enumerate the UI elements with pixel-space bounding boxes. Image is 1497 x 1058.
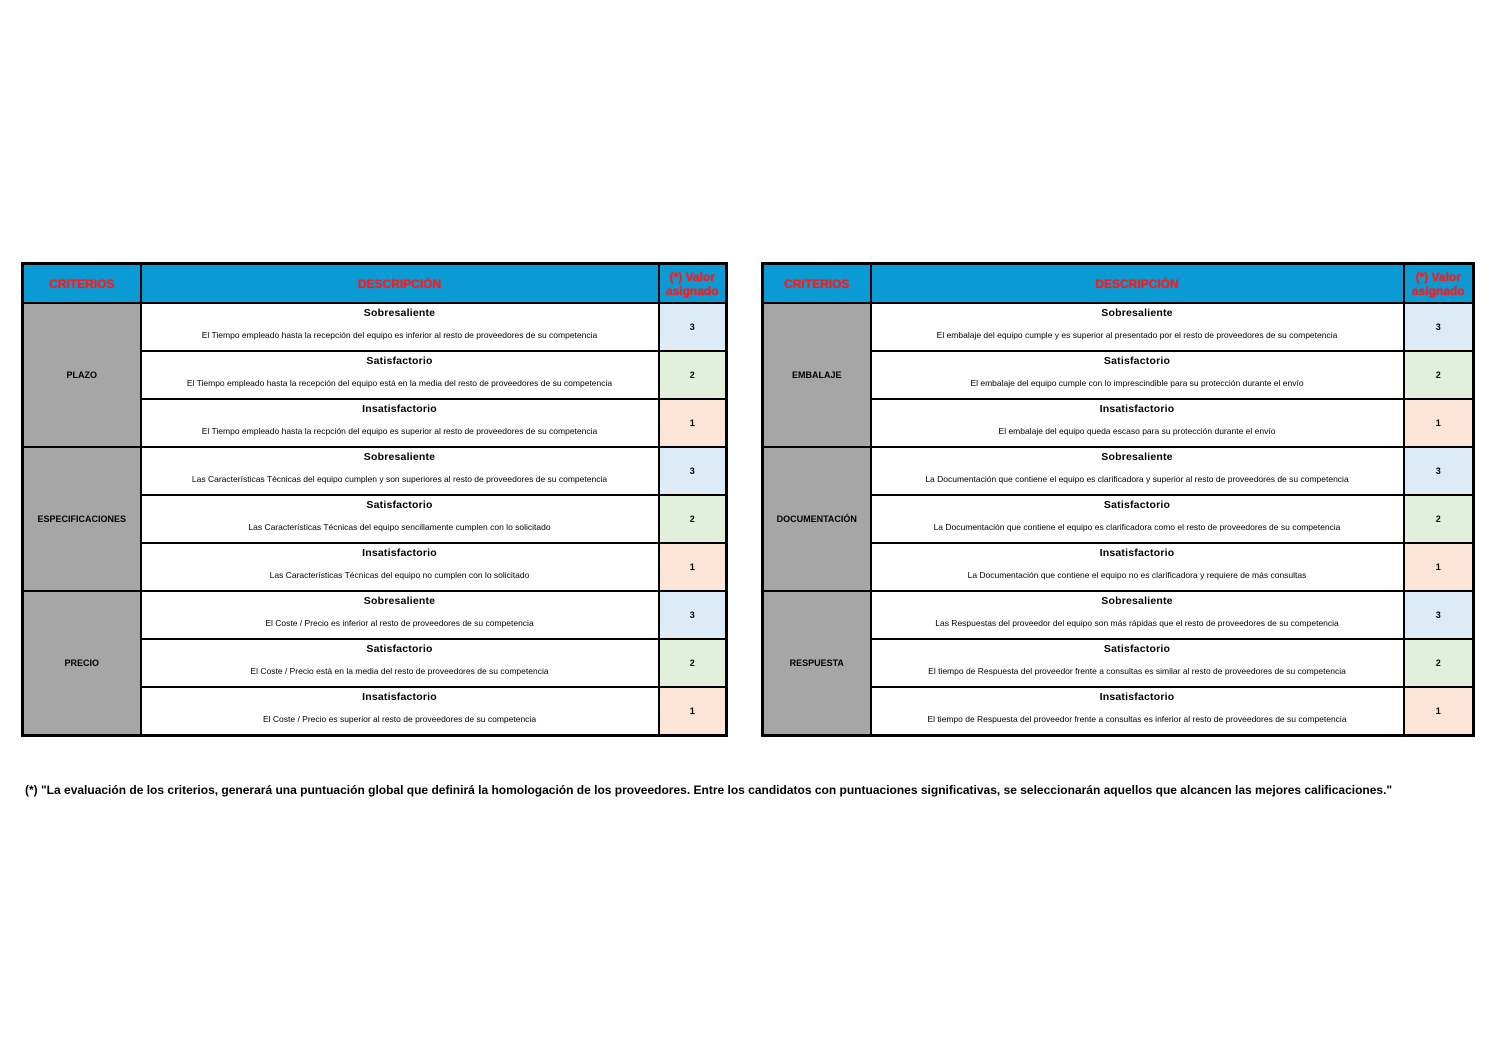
- description-cell: [871, 351, 1404, 399]
- level-label: Insatisfactorio: [1099, 403, 1175, 415]
- table-row: [23, 303, 727, 351]
- level-label: Satisfactorio: [366, 643, 433, 655]
- value-cell: 3: [659, 447, 727, 495]
- description-cell: [871, 303, 1404, 351]
- value-cell: 1: [659, 543, 727, 591]
- level-label: Sobresaliente: [363, 307, 436, 319]
- level-label: Insatisfactorio: [362, 403, 437, 415]
- description-text: Las Características Técnicas del equipo sencillamente cumplen con lo solicitado: [248, 522, 551, 532]
- criterio-cell: RESPUESTA: [763, 591, 871, 736]
- level-label: Insatisfactorio: [1099, 547, 1175, 559]
- level-label: Insatisfactorio: [362, 547, 437, 559]
- value-cell: 1: [1404, 543, 1474, 591]
- table-row: [23, 591, 727, 639]
- criteria-table-right: [761, 262, 1475, 737]
- header-descripcion: DESCRIPCIÓN: [871, 264, 1404, 304]
- table-row: [763, 303, 1474, 351]
- value-cell: 2: [1404, 639, 1474, 687]
- level-label: Sobresaliente: [363, 595, 436, 607]
- description-text: El embalaje del equipo queda escaso para su protección durante el envío: [998, 426, 1276, 436]
- criteria-table-left: [21, 262, 728, 737]
- description-text: El Tiempo empleado hasta la recepción del equipo es inferior al resto de proveedores de su competencia: [201, 330, 598, 340]
- description-cell: [871, 495, 1404, 543]
- table-row: [763, 447, 1474, 495]
- value-cell: 3: [659, 591, 727, 639]
- description-cell: [141, 447, 659, 495]
- description-cell: [141, 543, 659, 591]
- table-header-row: [763, 264, 1474, 304]
- value-cell: 3: [1404, 591, 1474, 639]
- level-label: Sobresaliente: [1101, 595, 1173, 607]
- level-label: Satisfactorio: [366, 355, 433, 367]
- criterio-cell: DOCUMENTACIÓN: [763, 447, 871, 591]
- table-header-row: [23, 264, 727, 304]
- description-text: La Documentación que contiene el equipo no es clarificadora y requiere de más consultas: [967, 570, 1307, 580]
- description-cell: [141, 351, 659, 399]
- header-descripcion: DESCRIPCIÓN: [141, 264, 659, 304]
- description-text: El embalaje del equipo cumple con lo imprescindible para su protección durante el envío: [970, 378, 1304, 388]
- description-text: El Coste / Precio es superior al resto de proveedores de su competencia: [262, 714, 537, 724]
- level-label: Sobresaliente: [1101, 451, 1173, 463]
- table-row: [763, 591, 1474, 639]
- header-valor: (*) Valor asignado: [659, 264, 727, 304]
- description-cell: [141, 495, 659, 543]
- value-cell: 2: [659, 351, 727, 399]
- value-cell: 2: [1404, 495, 1474, 543]
- value-cell: 1: [659, 687, 727, 736]
- description-text: El Tiempo empleado hasta la recpción del equipo es superior al resto de proveedores de su competencia: [201, 426, 598, 436]
- level-label: Satisfactorio: [1103, 643, 1171, 655]
- value-cell: 2: [659, 639, 727, 687]
- description-text: El Coste / Precio es inferior al resto de proveedores de su competencia: [265, 618, 534, 628]
- description-cell: [141, 399, 659, 447]
- level-label: Insatisfactorio: [362, 691, 437, 703]
- criterio-cell: EMBALAJE: [763, 303, 871, 447]
- value-cell: 1: [1404, 687, 1474, 736]
- level-label: Satisfactorio: [1103, 355, 1171, 367]
- description-text: El tiempo de Respuesta del proveedor frente a consultas es similar al resto de proveedores de su competencia: [928, 666, 1346, 676]
- description-cell: [871, 399, 1404, 447]
- description-cell: [871, 639, 1404, 687]
- description-cell: [141, 639, 659, 687]
- description-text: El Tiempo empleado hasta la recepción del equipo está en la media del resto de proveedores de su competencia: [186, 378, 613, 388]
- level-label: Insatisfactorio: [1099, 691, 1175, 703]
- value-cell: 3: [1404, 303, 1474, 351]
- header-criterios: CRITERIOS: [23, 264, 141, 304]
- table-row: [23, 447, 727, 495]
- description-cell: [871, 687, 1404, 736]
- footnote: (*) "La evaluación de los criterios, generará una puntuación global que definirá la homologación de los proveedores. Entre los candidatos con puntuaciones significativas, se seleccionarán aquellos que alcancen las mejores calificaciones.": [25, 783, 1393, 797]
- level-label: Satisfactorio: [1103, 499, 1171, 511]
- description-cell: [871, 543, 1404, 591]
- description-text: El embalaje del equipo cumple y es superior al presentado por el resto de proveedores de su competencia: [936, 330, 1338, 340]
- description-text: Las Características Técnicas del equipo cumplen y son superiores al resto de proveedores de su competencia: [191, 474, 608, 484]
- value-cell: 1: [659, 399, 727, 447]
- description-text: Las Respuestas del proveedor del equipo son más rápidas que el resto de proveedores de su competencia: [935, 618, 1339, 628]
- value-cell: 2: [659, 495, 727, 543]
- description-cell: [141, 303, 659, 351]
- level-label: Satisfactorio: [366, 499, 433, 511]
- value-cell: 3: [659, 303, 727, 351]
- description-text: Las Características Técnicas del equipo no cumplen con lo solicitado: [269, 570, 530, 580]
- description-cell: [141, 687, 659, 736]
- value-cell: 1: [1404, 399, 1474, 447]
- description-text: La Documentación que contiene el equipo es clarificadora como el resto de proveedores de su competencia: [933, 522, 1341, 532]
- description-cell: [141, 591, 659, 639]
- level-label: Sobresaliente: [1101, 307, 1173, 319]
- criterio-cell: PRECIO: [23, 591, 141, 736]
- value-cell: 3: [1404, 447, 1474, 495]
- description-text: El tiempo de Respuesta del proveedor frente a consultas es inferior al resto de proveedores de su competencia: [927, 714, 1347, 724]
- description-text: La Documentación que contiene el equipo es clarificadora y superior al resto de proveedores de su competencia: [925, 474, 1349, 484]
- criterio-cell: PLAZO: [23, 303, 141, 447]
- description-cell: [871, 447, 1404, 495]
- header-valor: (*) Valor asignado: [1404, 264, 1474, 304]
- criterio-cell: ESPECIFICACIONES: [23, 447, 141, 591]
- level-label: Sobresaliente: [363, 451, 436, 463]
- header-criterios: CRITERIOS: [763, 264, 871, 304]
- value-cell: 2: [1404, 351, 1474, 399]
- description-cell: [871, 591, 1404, 639]
- description-text: El Coste / Precio está en la media del resto de proveedores de su competencia: [250, 666, 549, 676]
